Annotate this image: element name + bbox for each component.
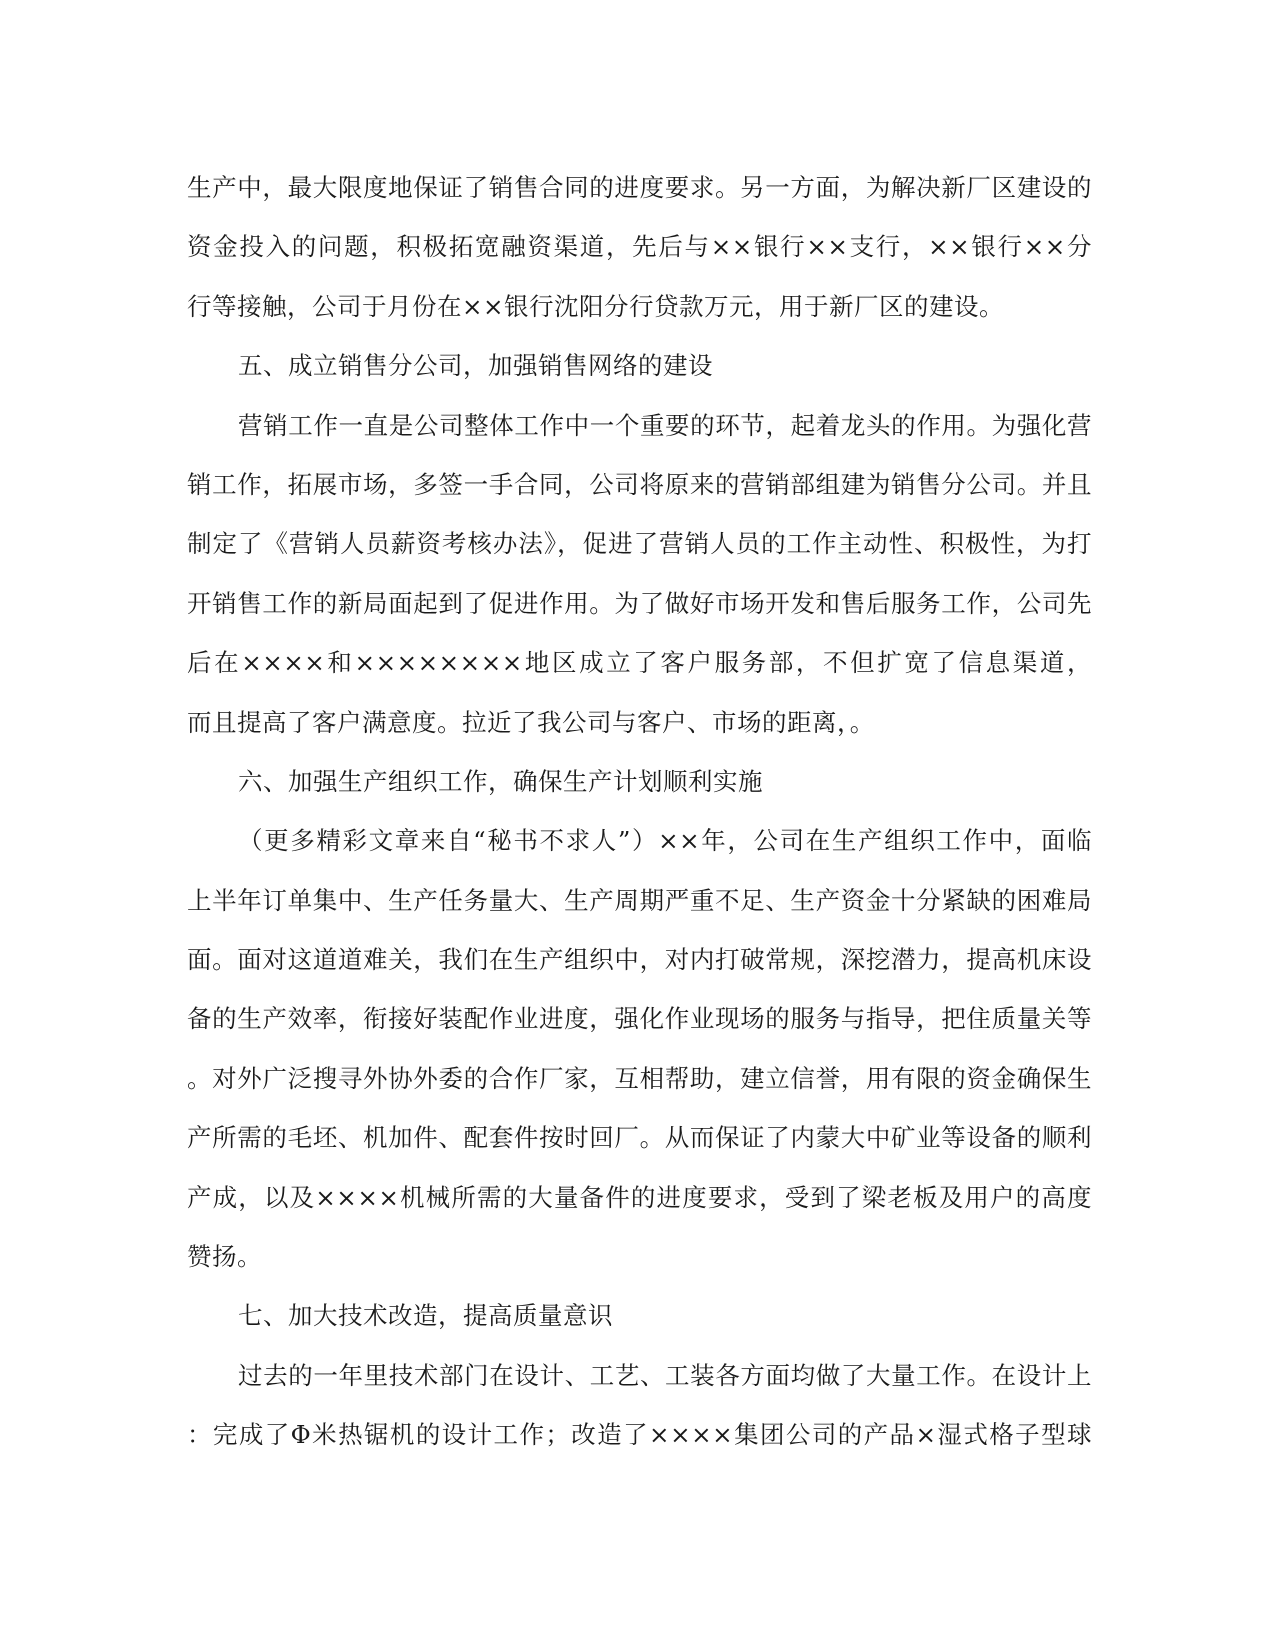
text-line: 行等接触，公司于月份在××银行沈阳分行贷款万元，用于新厂区的建设。 <box>187 291 1005 321</box>
text-line: （更多精彩文章来自“秘书不求人”）××年，公司在生产组织工作中，面临 <box>238 826 1092 856</box>
section-heading-6: 六、加强生产组织工作，确保生产计划顺利实施 <box>238 766 763 796</box>
text-line: 产成，以及××××机械所需的大量备件的进度要求，受到了梁老板及用户的高度 <box>187 1182 1092 1212</box>
document-page <box>187 158 1092 1465</box>
text-line: 赞扬。 <box>187 1242 262 1272</box>
text-line: 备的生产效率，衔接好装配作业进度，强化作业现场的服务与指导，把住质量关等 <box>187 1004 1092 1034</box>
text-line: 而且提高了客户满意度。拉近了我公司与客户、市场的距离，。 <box>187 707 875 737</box>
text-line: 。对外广泛搜寻外协外委的合作厂家，互相帮助，建立信誉，用有限的资金确保生 <box>187 1063 1092 1093</box>
text-line: 营销工作一直是公司整体工作中一个重要的环节，起着龙头的作用。为强化营 <box>238 410 1092 440</box>
text-line: 销工作，拓展市场，多签一手合同，公司将原来的营销部组建为销售分公司。并且 <box>187 469 1092 499</box>
text-line: 产所需的毛坯、机加件、配套件按时回厂。从而保证了内蒙大中矿业等设备的顺利 <box>187 1123 1092 1153</box>
section-heading-7: 七、加大技术改造，提高质量意识 <box>238 1301 613 1331</box>
text-line: ：完成了Φ米热锯机的设计工作；改造了××××集团公司的产品×湿式格子型球 <box>187 1420 1092 1450</box>
text-line: 过去的一年里技术部门在设计、工艺、工装各方面均做了大量工作。在设计上 <box>238 1360 1092 1390</box>
text-line: 制定了《营销人员薪资考核办法》，促进了营销人员的工作主动性、积极性，为打 <box>187 529 1092 559</box>
text-line: 上半年订单集中、生产任务量大、生产周期严重不足、生产资金十分紧缺的困难局 <box>187 885 1092 915</box>
text-line: 资金投入的问题，积极拓宽融资渠道，先后与××银行××支行，××银行××分 <box>187 232 1092 262</box>
section-heading-5: 五、成立销售分公司，加强销售网络的建设 <box>238 351 713 381</box>
text-line: 后在××××和××××××××地区成立了客户服务部，不但扩宽了信息渠道， <box>187 648 1092 678</box>
text-line: 生产中，最大限度地保证了销售合同的进度要求。另一方面，为解决新厂区建设的 <box>187 173 1092 202</box>
text-line: 面。面对这道道难关，我们在生产组织中，对内打破常规，深挖潜力，提高机床设 <box>187 945 1092 975</box>
text-line: 开销售工作的新局面起到了促进作用。为了做好市场开发和售后服务工作，公司先 <box>187 588 1092 618</box>
